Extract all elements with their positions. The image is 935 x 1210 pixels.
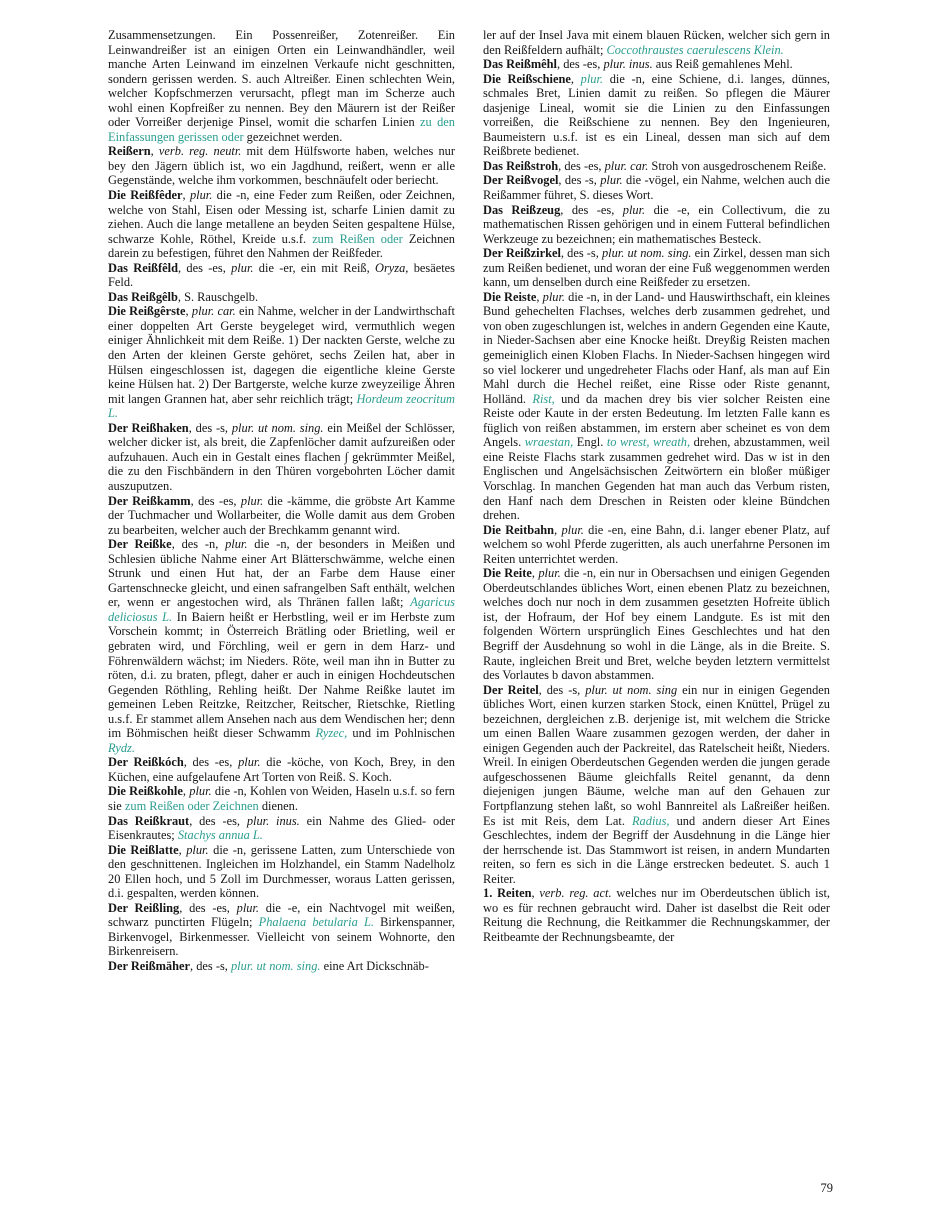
highlighted-term: plur. ut nom. sing. [230,959,321,973]
text-run: , des -es, [189,813,247,828]
text-run: die -n, Kohlen von Weiden, Haseln u.s.f. so fern sie [108,784,455,813]
highlighted-term: Agaricus deliciosus L. [108,595,455,624]
text-run: die -e, ein Nachtvogel mit weißen, schwarz punctirten Flügeln; [108,900,456,930]
highlighted-term: Radius, [631,813,670,828]
text-run: , [178,842,187,857]
entry-headword: Das Reißkraut [108,813,190,828]
text-run: die -n, der besonders in Meißen und Schlesien übliche Nahme einer Art Blätterschwämme, welche einen Strunk und einen Hut hat, der an Farbe dem Hause einer Gartenschnecke gleicht, und einen safrangelben Saft enthält, welchen er, wenn er angestochen wird, als Thränen fallen laßt; [108,537,456,610]
grammar-label: plur. car. [604,158,649,173]
dictionary-entry [108,814,455,843]
text-run: ein nur in einigen Gegenden übliches Wort, einen kurzen starken Stock, einen Knüttel, Prügel zu bezeichnen, dergleichen z.B. derjenige ist, mit welchem die Stricke um einen Ballen Waare zusammen gezogen werden, der daher in einigen Gegenden auch der Packreitel, das Ratelscheit heißt, Nieders. Wreil. In einigen Oberdeutschen Gegenden werden die jungen gerade aufgeschossenen Bäume gleichfalls Reitel genannt, da denn diejenigen jungen Bäume, welche man auf den Gehauen zur Fortpflanzung stehen laßt, so wohl Bannreitel als Laßreißer heißen. Es ist mit Reis, dem Lat. [483,682,830,828]
entry-headword: Das Reißzeug [483,202,561,217]
entry-headword: Die Reißschiene [483,71,571,86]
entry-headword: Die Reiste [483,289,537,304]
grammar-label: plur. [600,173,623,188]
entry-headword: Der Reitel [483,682,539,697]
text-run: , des -es, [190,493,241,508]
dictionary-entry [108,901,455,959]
grammar-label: plur. [542,289,566,304]
text-run: , des -s, [560,246,602,261]
entry-headword: Der Reißmäher [108,959,191,973]
text-run: , [554,522,562,537]
text-run: die -n, eine Feder zum Reißen, oder Zeichnen, welche von Stahl, Eisen oder Messing ist, scharfe Linien damit zu ziehen. Auch die lange metallene an beyden Seiten gespaltene Hülse, schwarze Kohle, Röthel, Kreide u.s.f. [108,188,455,246]
text-run: gezeichnet werden. [243,129,343,144]
dictionary-entry [108,784,455,813]
dictionary-entry [108,188,455,261]
dictionary-entry [108,421,455,494]
grammar-label: plur. [238,755,261,770]
entry-headword: Das Reißfêld [108,260,179,275]
text-column-left [108,28,455,974]
text-run: Stroh von ausgedroschenem Reiße. [648,158,827,173]
grammar-label: plur. [240,493,264,508]
two-column-text-block [108,28,830,974]
highlighted-text: zum Reißen oder [312,231,403,246]
text-run: , des -es, [560,202,623,217]
text-run: ein Zirkel, dessen man sich zum Reißen bedienet, und woran der eine Fuß weggenommen werden kann, um denselben durch eine Reißfeder zu ersetzen. [483,246,830,290]
highlighted-term: Rydz. [108,740,135,755]
entry-headword: Der Reißling [108,900,180,915]
text-run: , [185,304,192,319]
dictionary-entry [108,959,455,974]
text-run: die -n, in der Land- und Hauswirthschaft, ein kleines Bund gehechelten Flachses, welches derb zusammen gedrehet, und von oben zugeschlungen ist, welches in andern Gegenden eine Kaute, in Nieder-Sachsen aber eine Knocke heißt. Dreyßig Reisten machen gemeiniglich einen Kloben Flachs. In Nieder-Sachsen hingegen wird so viel lockerer und ungedreheter Flachs oder Hanf, als man auf Ein Mahl durch die Hechel reißet, eine Risse oder Riste genannt, Holländ. [483,289,831,406]
entry-headword: Der Reißke [108,537,172,552]
entry-headword: 1. Reiten [483,886,532,901]
entry-headword: Der Reißkamm [108,493,191,508]
dictionary-entry [483,886,830,944]
entry-headword: Die Reißfêder [108,188,183,203]
text-run: , des -es, [558,158,605,173]
text-run: , des -s, [538,682,586,697]
text-run: dienen. [258,798,298,813]
grammar-label: plur. [622,202,646,217]
dictionary-entry [108,290,455,305]
highlighted-term: Ryzec, [315,726,348,741]
grammar-label: plur. [186,842,209,857]
entry-headword: Das Reißstroh [483,158,559,173]
highlighted-term: Stachys annua L. [177,828,263,843]
text-run: besäetes Feld. [108,260,455,290]
highlighted-term: Rist, [532,391,555,406]
text-run: , S. Rauschgelb. [177,289,259,304]
grammar-label: plur. inus. [246,813,300,828]
text-run: ler auf der Insel Java mit einem blauen Rücken, welcher sich gern in den Reißfeldern aufhält; [483,28,830,57]
text-run: und im Pohlnischen [347,726,455,741]
text-run: , des -s, [558,173,601,188]
text-run: , [531,566,539,581]
dictionary-entry [483,159,830,174]
highlighted-term: Hordeum zeocritum L. [108,391,455,421]
highlighted-term: to wrest, wreath, [606,435,691,450]
text-run: , [182,188,190,203]
grammar-label: plur. [231,260,254,275]
dictionary-entry [483,523,830,567]
dictionary-entry [108,537,455,755]
text-run: , des -es, [557,57,604,72]
dictionary-entry [108,755,455,784]
highlighted-term: wraestan, [524,435,574,450]
text-run: , des -s, [190,959,231,973]
text-run: , [570,71,581,86]
dictionary-entry [483,72,830,159]
entry-headword: Die Reißlatte [108,842,179,857]
entry-headword: Reißern [108,144,151,159]
text-run: und da machen drey bis vier solcher Reisten eine Reiste oder Kaute in der ersten Bedeutung. Im letzten Falle kann es füglich von reißen abstammen, im erstern aber scheinet es von dem Angels. [483,391,830,450]
grammar-label: plur. [225,537,248,552]
grammar-label: verb. reg. neutr. [158,144,242,159]
grammar-label: plur. [236,900,260,915]
dictionary-entry [108,28,455,144]
entry-headword: Die Reitbahn [483,522,555,537]
text-run: , des -s, [188,420,232,435]
dictionary-entry [483,290,830,523]
grammar-label: Oryza, [375,260,409,275]
entry-headword: Die Reite [483,566,532,581]
entry-headword: Der Reißvogel [483,173,559,188]
text-run: , [536,289,543,304]
text-run: ein Nahme des Glied- oder Eisenkrautes; [108,813,456,843]
entry-headword: Die Reißkohle [108,784,183,799]
dictionary-entry [108,494,455,538]
dictionary-entry [483,566,830,682]
dictionary-entry [108,144,455,188]
dictionary-entry [483,246,830,290]
grammar-label: plur. [189,784,212,799]
dictionary-entry [108,304,455,420]
dictionary-entry [483,28,830,57]
entry-headword: Der Reißzirkel [483,246,561,261]
text-run: , [531,886,540,901]
text-run: und andern dieser Art Eines Geschlechtes, indem der Begriff der Ausdehnung in die Länge hier der herrschende ist. Das Stammwort ist reisen, in andern Mundarten reiten, so fern es sich in die Länge erstrecken bedeutet. S. auch 1 Reiter. [483,813,830,886]
text-run: die -n, ein nur in Obersachsen und einigen Gegenden Oberdeutschlandes übliches Wort, einen ebenen Platz zu bezeichnen, welches doch nur noch in dem zusammen gesetzten Hofreite üblich ist, der Hofraum, der Hof bey einem Landgute. Es ist mit den folgenden Wörtern ursprünglich Eines Geschlechtes und hat den Begriff der Ausdehnung so wohl in die Länge, als in die Breite. S. Raute, ingleichen Breit und Bret, welche beyden letztern vermittelst des Vorlautes b davon abstammen. [483,566,830,683]
text-run: die -n, eine Schiene, d.i. langes, dünnes, schmales Bret, Linien damit zu reißen. So pflegen die Mäurer dasjenige Lineal, womit sie die Linien zu den Einfassungen vorreißen, die Reißschiene zu nennen. Bey den Ingenieuren, Baumeistern u.s.f. ist es ein Lineal, dessen man sich auf dem Reißbrete bedienet. [483,71,830,159]
entry-headword: Der Reißhaken [108,420,189,435]
grammar-label: plur. [189,188,213,203]
text-run: drehen, abzustammen, weil eine Reiste Flachs stark zusammen gedrehet wird. Das w ist in den Englischen und Angelsächsischen Zeitwörtern ein bloßer müßiger Vorschlag. In manchen Gegenden hat man auch das Verbum risten, den Hanf nach dem Dreschen in Reisten oder kleine Bündchen drehen. [483,435,830,523]
text-run: die -n, gerissene Latten, zum Unterschiede von den geschnittenen. Ingleichen im Holzhandel, ein Stamm Nadelholz 20 Ellen hoch, und 5 Zoll im Durchmesser, woraus Latten gerissen, d.i. gespalten, werden können. [108,842,455,901]
text-run: ein Nahme, welcher in der Landwirthschaft einer doppelten Art Gerste beygeleget wird, vermuthlich wegen einiger Ähnlichkeit mit dem Reiße. 1) Der nackten Gerste, welche zu den Arten der kleinen Gerste gehöret, sechs Zeilen hat, aber in Hülsen eingeschlossen ist, dagegen die eigentliche kleine Gerste keine Hülsen hat. 2) Der Bartgerste, welche kurze zweyzeilige Ähren mit langen Grannen hat, aber sehr reichlich trägt; [108,304,455,406]
dictionary-entry [483,173,830,202]
dictionary-entry [108,843,455,901]
grammar-label: plur. inus. [603,57,653,72]
text-run: welches nur im Oberdeutschen üblich ist, wo es für rechnen gebraucht wird. Daher ist daselbst die Reit oder Reitung die Rechnung, die Reitkammer die Rechnungskammer, der Reitbeamte der Rechnungsbeamte, der [483,886,830,944]
highlighted-text: zum Reißen oder Zeichnen [124,798,259,813]
text-run: eine Art Dickschnäb- [320,959,429,973]
entry-headword: Das Reißmêhl [483,57,557,72]
text-run: ein Meißel der Schlösser, welcher dicker ist, als breit, die Zapfenlöcher damit aufzureißen oder aufzuhauen. Auch ein in Gestalt eines flachen ∫ gekrümmter Meißel, die zu den Fischbändern in den Thüren vorgebohrten Löcher damit auszuputzen. [108,420,455,493]
text-run: , des -es, [179,900,237,915]
entry-headword: Die Reißgêrste [108,304,186,319]
text-run: , des -n, [171,537,226,552]
text-run: Zusammensetzungen. Ein Possenreißer, Zotenreißer. Ein Leinwandreißer ist an einigen Orten ein Leinwandhändler, weil manche Arten Leinwand im einzelnen Verkaufe nicht geschnitten, sondern gerissen werden. S. auch Altreißer. Einen schlechten Wein, welcher Kopfschmerzen verursacht, pflegt man im Scherze auch wohl einen Kopfreißer zu nennen. Bey den Mäurern ist der Reißer oder Vorreißer derjenige Pinsel, womit die scharfen Linien [108,28,455,130]
highlighted-term: Coccothraustes caerulescens Klein. [606,42,784,57]
text-run: Zeichnen darein zu befestigen, führet den Nahmen der Reißfeder. [108,231,455,261]
grammar-label: plur. ut nom. sing. [231,420,324,435]
highlighted-term: plur. [580,71,604,86]
text-run: die -vögel, ein Nahme, welchen auch die Reißammer führet, S. dieses Wort. [483,173,830,203]
page-number: 79 [820,1181,833,1195]
text-run: die -en, eine Bahn, d.i. langer ebener Platz, auf welchem so wohl Pferde zugeritten, als auch unerfahrne Personen im Reiten unterrichtet werden. [483,522,831,566]
grammar-label: verb. reg. act. [539,886,612,901]
text-run: , des -es, [178,260,232,275]
entry-headword: Das Reißgêlb [108,289,178,304]
text-run: , des -es, [183,755,239,770]
dictionary-entry [483,203,830,247]
entry-headword: Der Reißkóch [108,755,184,770]
text-run: aus Reiß gemahlenes Mehl. [652,57,793,72]
grammar-label: plur. car. [191,304,236,319]
text-run: die -kämme, die gröbste Art Kamme der Tuchmacher und Wollarbeiter, die Wolle damit aus dem Groben zu bearbeiten, welcher auch der Brechkamm genannt wird. [108,493,455,537]
text-run: die -köche, von Koch, Brey, in den Küchen, eine aufgelaufene Art Torten von Reiß. S. Koch. [108,755,455,784]
text-run: In Baiern heißt er Herbstling, weil er im Herbste zum Vorschein kommt; in Österreich Brätling oder Brietling, weil er gebraten wird, und Förchling, weil er gern in dem Harz- und Föhrenwäldern wächst; im Nieders. Röte, weil man ihn in Butter zu röten, d.i. zu braten, pflegt, daher er auch in einigen Hochdeutschen Gegenden Röthling, Rehling heißt. Der Nahme Reißke lautet im gemeinen Leben Reitzke, Reitzcher, Reitscher, Rietschke, Rietling u.s.f. Er stammet allem Ansehen nach aus dem Wendischen her; denn im Böhmischen heißt dieser Schwamm [108,609,455,741]
text-run: Birkenspanner, Birkenvogel, Birkenmesser. Vielleicht von seinem Wohnorte, den Birkenreisern. [108,915,455,959]
text-run: die -e, ein Collectivum, die zu mathematischen Rissen gehörigen und in einem Futteral befindlichen Werkzeuge zu bezeichnen; ein mathematisches Besteck. [483,202,830,246]
dictionary-entry [108,261,455,290]
grammar-label: plur. ut nom. sing [585,682,678,697]
highlighted-text: zu den Einfassungen gerissen oder [108,115,456,144]
text-column-right [483,28,830,974]
text-run: , [182,784,190,799]
text-run: mit dem Hülfsworte haben, welches nur bey den Jägern üblich ist, wo ein Jagdhund, reißert, wenn er alle Gegenstände, welche ihm vorkommen, beschnäufelt oder beriecht. [108,144,455,188]
grammar-label: plur. [538,566,561,581]
dictionary-entry [483,57,830,72]
text-run: Engl. [573,435,607,450]
dictionary-entry [483,683,830,887]
text-run: , [150,144,159,159]
grammar-label: plur. [561,522,584,537]
text-run: die -er, ein mit Reiß, [253,260,375,275]
highlighted-term: Phalaena betularia L. [258,915,374,930]
grammar-label: plur. ut nom. sing. [601,246,692,261]
